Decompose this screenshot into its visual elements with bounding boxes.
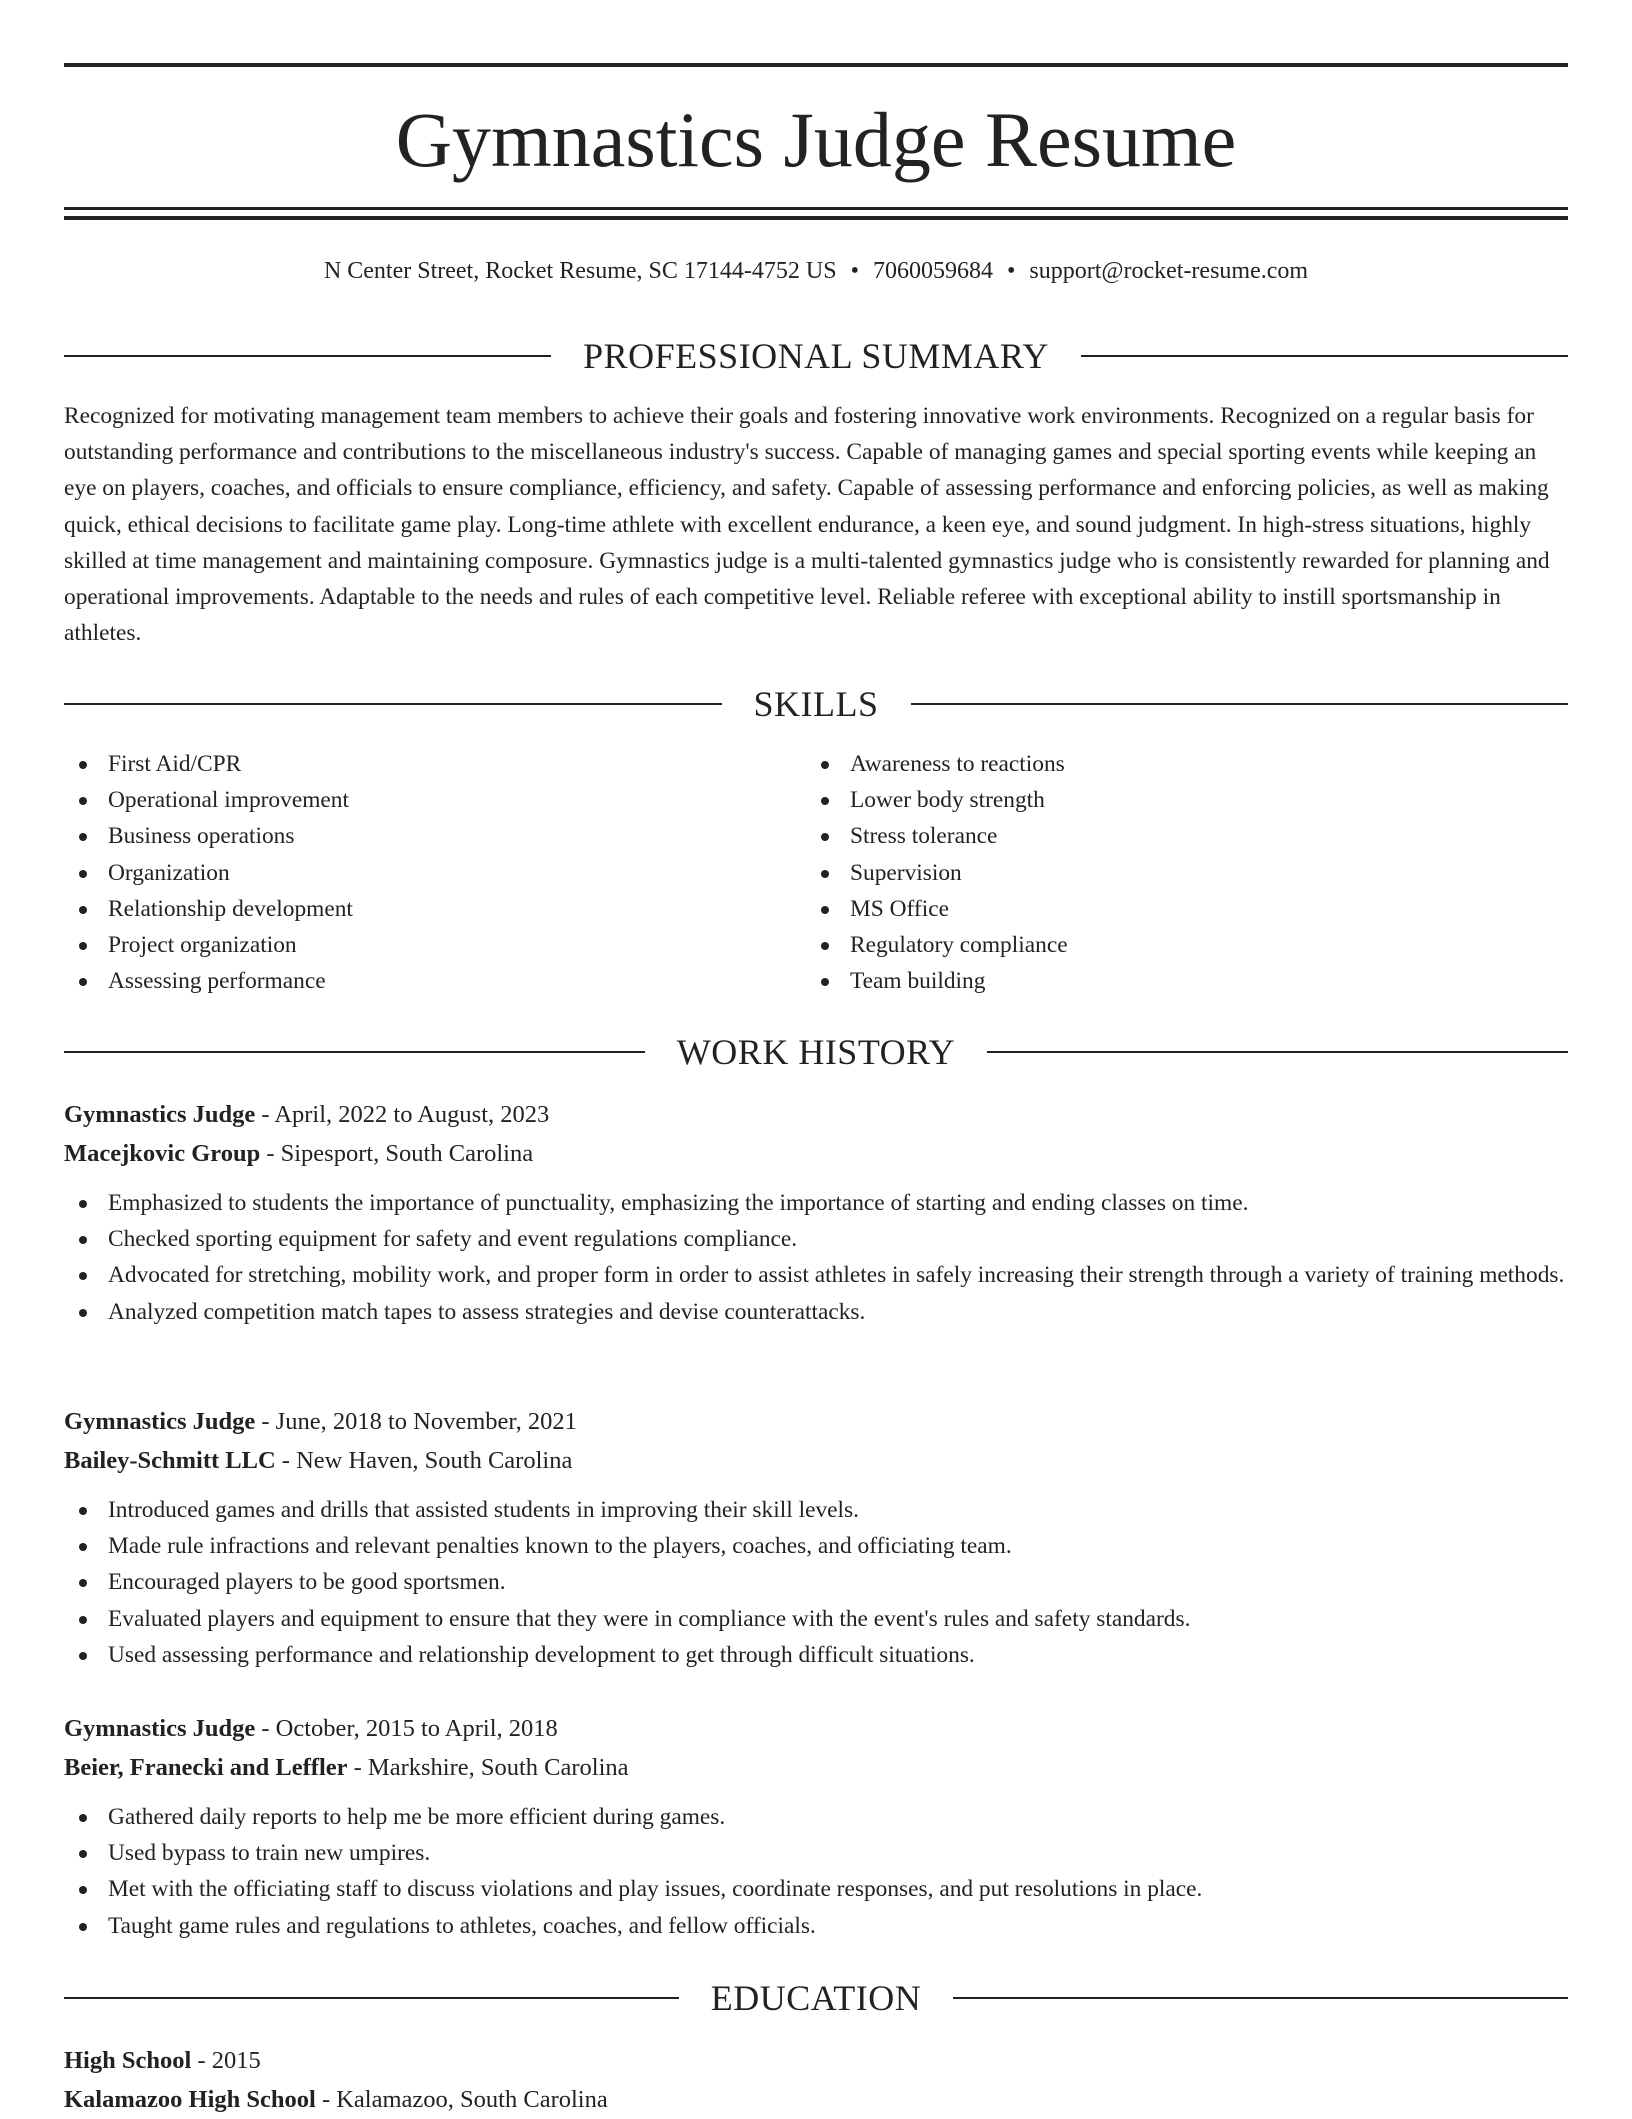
job-title: Gymnastics Judge	[64, 1715, 255, 1742]
job-bullet: Taught game rules and regulations to athletes, coaches, and fellow officials.	[64, 1908, 1568, 1944]
section-rule	[1081, 355, 1568, 357]
section-rule	[64, 1051, 645, 1053]
job-bullet: Gathered daily reports to help me be more efficient during games.	[64, 1799, 1568, 1835]
skill-item: MS Office	[806, 891, 1548, 927]
skill-item: Assessing performance	[64, 963, 806, 999]
skill-item: Awareness to reactions	[806, 746, 1548, 782]
title-rule-lower	[64, 216, 1568, 220]
skill-item: Lower body strength	[806, 782, 1548, 818]
job-entry	[64, 1710, 1568, 1944]
job-bullet: Introduced games and drills that assisted students in improving their skill levels.	[64, 1492, 1568, 1528]
job-bullet: Used bypass to train new umpires.	[64, 1835, 1568, 1871]
contact-separator: •	[993, 258, 1029, 284]
section-title-skills: SKILLS	[722, 682, 911, 726]
job-dates: - October, 2015 to April, 2018	[255, 1715, 558, 1742]
job-company-line	[64, 1749, 1568, 1788]
skill-item: Stress tolerance	[806, 818, 1548, 854]
skill-item: Project organization	[64, 927, 806, 963]
summary-text: Recognized for motivating management team members to achieve their goals and fostering innovative work environments. Recognized on a regular basis for outstanding performance and contributions to the miscellaneous industry's success. Capable of managing games and special sporting events while keeping an eye on players, coaches, and officials to ensure compliance, efficiency, and safety. Capable of assessing performance and enforcing policies, as well as making quick, ethical decisions to facilitate game play. Long-time athlete with excellent endurance, a keen eye, and sound judgment. In high-stress situations, highly skilled at time management and maintaining composure. Gymnastics judge is a multi-talented gymnastics judge who is consistently rewarded for planning and operational improvements. Adaptable to the needs and rules of each competitive level. Reliable referee with exceptional ability to instill sportsmanship in athletes.	[64, 398, 1568, 651]
job-bullet: Made rule infractions and relevant penalties known to the players, coaches, and officiating team.	[64, 1528, 1568, 1564]
job-bullet: Checked sporting equipment for safety and event regulations compliance.	[64, 1221, 1568, 1257]
skill-item: Operational improvement	[64, 782, 806, 818]
section-rule	[987, 1051, 1568, 1053]
job-bullet: Evaluated players and equipment to ensure that they were in compliance with the event's rules and safety standards.	[64, 1601, 1568, 1637]
contact-address: N Center Street, Rocket Resume, SC 17144-4752 US	[324, 258, 837, 284]
job-bullet: Emphasized to students the importance of punctuality, emphasizing the importance of starting and ending classes on time.	[64, 1185, 1568, 1221]
skill-item: Business operations	[64, 818, 806, 854]
section-rule	[64, 703, 722, 705]
job-title-line	[64, 1096, 1568, 1135]
resume-title: Gymnastics Judge Resume	[64, 88, 1568, 192]
skill-item: Team building	[806, 963, 1548, 999]
job-bullet: Met with the officiating staff to discuss violations and play issues, coordinate responses, and put resolutions in place.	[64, 1871, 1568, 1907]
job-title: Gymnastics Judge	[64, 1408, 255, 1435]
skills-column-right	[806, 746, 1548, 999]
section-rule	[64, 355, 551, 357]
contact-line	[64, 254, 1568, 288]
education-year: - 2015	[191, 2047, 260, 2074]
section-rule	[953, 1997, 1568, 1999]
section-rule	[64, 1997, 679, 1999]
job-dates: - April, 2022 to August, 2023	[255, 1101, 549, 1128]
job-location: - Sipesport, South Carolina	[260, 1140, 533, 1167]
contact-phone: 7060059684	[873, 258, 993, 284]
job-location: - New Haven, South Carolina	[276, 1447, 573, 1474]
section-rule	[911, 703, 1569, 705]
job-company: Macejkovic Group	[64, 1140, 260, 1167]
contact-email: support@rocket-resume.com	[1029, 258, 1308, 284]
job-bullet: Encouraged players to be good sportsmen.	[64, 1564, 1568, 1600]
contact-separator: •	[837, 258, 873, 284]
job-company: Beier, Franecki and Leffler	[64, 1754, 348, 1781]
job-title-line	[64, 1403, 1568, 1442]
education-location: - Kalamazoo, South Carolina	[316, 2086, 608, 2113]
section-header-summary	[64, 334, 1568, 378]
job-location: - Markshire, South Carolina	[348, 1754, 629, 1781]
job-company: Bailey-Schmitt LLC	[64, 1447, 276, 1474]
job-company-line	[64, 1442, 1568, 1481]
top-rule	[64, 63, 1568, 67]
section-header-skills	[64, 682, 1568, 726]
education-school: Kalamazoo High School	[64, 2086, 316, 2113]
section-title-work: WORK HISTORY	[645, 1030, 987, 1074]
skill-item: Organization	[64, 855, 806, 891]
skill-item: Relationship development	[64, 891, 806, 927]
title-rule-upper	[64, 207, 1568, 210]
education-school-line	[64, 2081, 1568, 2119]
job-bullets	[64, 1492, 1568, 1673]
job-company-line	[64, 1135, 1568, 1174]
section-title-education: EDUCATION	[679, 1976, 953, 2020]
job-entry	[64, 1096, 1568, 1330]
education-degree: High School	[64, 2047, 191, 2074]
job-bullets	[64, 1799, 1568, 1944]
section-title-summary: PROFESSIONAL SUMMARY	[551, 334, 1081, 378]
skills-column-left	[64, 746, 806, 999]
job-dates: - June, 2018 to November, 2021	[255, 1408, 577, 1435]
skills-list	[64, 746, 1568, 999]
job-bullet: Analyzed competition match tapes to assess strategies and devise counterattacks.	[64, 1294, 1568, 1330]
skill-item: Supervision	[806, 855, 1548, 891]
education-entry	[64, 2042, 1568, 2119]
job-entry	[64, 1403, 1568, 1673]
skill-item: First Aid/CPR	[64, 746, 806, 782]
job-bullets	[64, 1185, 1568, 1330]
education-degree-line	[64, 2042, 1568, 2081]
skill-item: Regulatory compliance	[806, 927, 1548, 963]
section-header-education	[64, 1976, 1568, 2020]
job-bullet: Advocated for stretching, mobility work, and proper form in order to assist athletes in safely increasing their strength through a variety of training methods.	[64, 1257, 1568, 1293]
job-title: Gymnastics Judge	[64, 1101, 255, 1128]
job-title-line	[64, 1710, 1568, 1749]
job-bullet: Used assessing performance and relationship development to get through difficult situations.	[64, 1637, 1568, 1673]
section-header-work	[64, 1030, 1568, 1074]
